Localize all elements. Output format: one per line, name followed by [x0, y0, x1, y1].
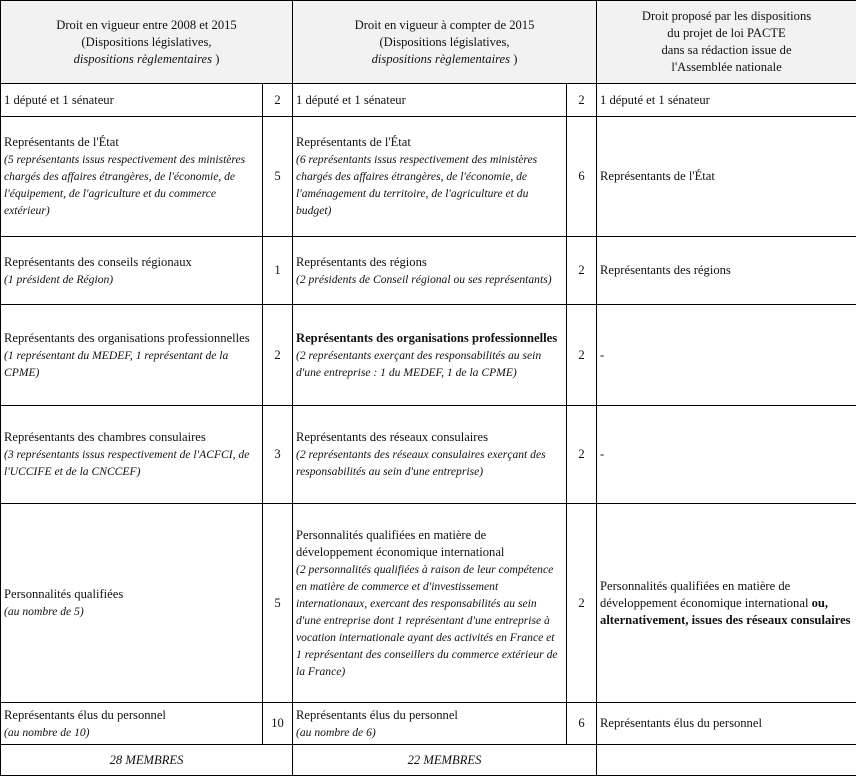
cell-detail: (3 représentants issus respectivement de l'ACFCI, de l'UCCIFE et de la CNCCEF) [4, 446, 259, 480]
cell-2008-2015 [1, 406, 263, 504]
header-line: (Dispositions législatives, [81, 35, 211, 49]
cell-detail: (2 représentants exerçant des responsabilités au sein d'une entreprise : 1 du MEDEF, 1 de la CPME) [296, 347, 563, 381]
cell-title: Personnalités qualifiées en matière de développement économique international [600, 579, 812, 610]
header-row [1, 1, 856, 84]
cell-title: Représentants élus du personnel [296, 708, 458, 722]
cell-2008-2015 [1, 117, 263, 237]
cell-title: Représentants de l'État [600, 169, 715, 183]
cell-detail: (au nombre de 10) [4, 724, 259, 741]
cell-detail: (5 représentants issus respectivement des ministères chargés des affaires étrangères, de l'économie, de l'équipement, de l'agriculture et du commerce extérieur) [4, 151, 259, 219]
cell-from-2015 [293, 504, 567, 703]
cell-title: Représentants des réseaux consulaires [296, 430, 488, 444]
cell-detail: (6 représentants issus respectivement des ministères chargés des affaires étrangères, de l'économie, de l'aménagement du territoire, de l'agriculture et du budget) [296, 151, 563, 219]
count-2008-2015: 2 [263, 305, 293, 406]
cell-title: Personnalités qualifiées en matière de développement économique international [296, 528, 504, 559]
table-row [1, 117, 856, 237]
header-line: (Dispositions législatives, [379, 35, 509, 49]
table-row [1, 84, 856, 117]
header-line: ) [215, 52, 219, 66]
total-from-2015: 22 MEMBRES [293, 745, 597, 776]
table-row [1, 237, 856, 305]
cell-pacte [597, 305, 856, 406]
header-line: dans sa rédaction issue de [661, 43, 791, 57]
cell-2008-2015 [1, 237, 263, 305]
cell-title: 1 député et 1 sénateur [600, 93, 710, 107]
header-line: dispositions règlementaires [74, 52, 212, 66]
header-2008-2015 [1, 1, 293, 84]
cell-2008-2015 [1, 84, 263, 117]
cell-title: Représentants des régions [600, 263, 731, 277]
cell-pacte [597, 504, 856, 703]
cell-title: - [600, 447, 604, 461]
cell-pacte [597, 406, 856, 504]
table-row [1, 305, 856, 406]
cell-title: Représentants de l'État [296, 135, 411, 149]
cell-from-2015 [293, 117, 567, 237]
count-from-2015: 6 [567, 117, 597, 237]
cell-title: Représentants de l'État [4, 135, 119, 149]
cell-pacte [597, 237, 856, 305]
cell-pacte [597, 84, 856, 117]
count-2008-2015: 3 [263, 406, 293, 504]
count-2008-2015: 5 [263, 117, 293, 237]
cell-title-bold: ou, alternativement, issues des réseaux consulaires [600, 596, 851, 627]
cell-detail: (au nombre de 6) [296, 724, 563, 741]
cell-2008-2015 [1, 504, 263, 703]
cell-detail: (2 personnalités qualifiées à raison de leur compétence en matière de commerce et d'investissement internationaux, exercant des responsabilités au sein d'une entreprise dont 1 représentant d'une entreprise à vocation internationale ayant des activités en France et 1 représentant des conseillers du commerce extérieur de la France) [296, 561, 563, 680]
cell-title-bold: Représentants des organisations professionnelles [296, 331, 557, 345]
cell-from-2015 [293, 406, 567, 504]
header-pacte [597, 1, 856, 84]
cell-title: Représentants des conseils régionaux [4, 255, 192, 269]
header-line: Droit proposé par les dispositions [642, 9, 811, 23]
cell-title: 1 député et 1 sénateur [296, 93, 406, 107]
header-line: l'Assemblée nationale [671, 60, 781, 74]
count-2008-2015: 2 [263, 84, 293, 117]
cell-from-2015 [293, 305, 567, 406]
count-from-2015: 2 [567, 84, 597, 117]
cell-title: 1 député et 1 sénateur [4, 93, 114, 107]
count-from-2015: 6 [567, 703, 597, 745]
count-from-2015: 2 [567, 305, 597, 406]
cell-title: Représentants des organisations professionnelles [4, 331, 250, 345]
count-from-2015: 2 [567, 237, 597, 305]
count-2008-2015: 5 [263, 504, 293, 703]
count-2008-2015: 10 [263, 703, 293, 745]
count-from-2015: 2 [567, 504, 597, 703]
cell-title: Représentants des régions [296, 255, 427, 269]
count-from-2015: 2 [567, 406, 597, 504]
header-line: Droit en vigueur entre 2008 et 2015 [56, 18, 236, 32]
cell-from-2015 [293, 703, 567, 745]
header-line: du projet de loi PACTE [667, 26, 785, 40]
cell-detail: (1 président de Région) [4, 271, 259, 288]
cell-detail: (2 présidents de Conseil régional ou ses représentants) [296, 271, 563, 288]
cell-title: - [600, 348, 604, 362]
table-row [1, 406, 856, 504]
cell-detail: (2 représentants des réseaux consulaires exerçant des responsabilités au sein d'une entreprise) [296, 446, 563, 480]
header-line: Droit en vigueur à compter de 2015 [355, 18, 535, 32]
cell-title: Représentants élus du personnel [4, 708, 166, 722]
cell-title: Représentants élus du personnel [600, 716, 762, 730]
cell-2008-2015 [1, 703, 263, 745]
total-2008-2015: 28 MEMBRES [1, 745, 293, 776]
cell-title: Personnalités qualifiées [4, 587, 123, 601]
count-2008-2015: 1 [263, 237, 293, 305]
cell-detail: (1 représentant du MEDEF, 1 représentant de la CPME) [4, 347, 259, 381]
totals-row [1, 745, 856, 776]
cell-from-2015 [293, 237, 567, 305]
cell-pacte [597, 703, 856, 745]
cell-detail: (au nombre de 5) [4, 603, 259, 620]
cell-title: Représentants des chambres consulaires [4, 430, 206, 444]
cell-from-2015 [293, 84, 567, 117]
table-row [1, 504, 856, 703]
total-pacte [597, 745, 856, 776]
cell-pacte [597, 117, 856, 237]
header-line: ) [513, 52, 517, 66]
table-row [1, 703, 856, 745]
header-line: dispositions règlementaires [372, 52, 510, 66]
header-from-2015 [293, 1, 597, 84]
cell-2008-2015 [1, 305, 263, 406]
